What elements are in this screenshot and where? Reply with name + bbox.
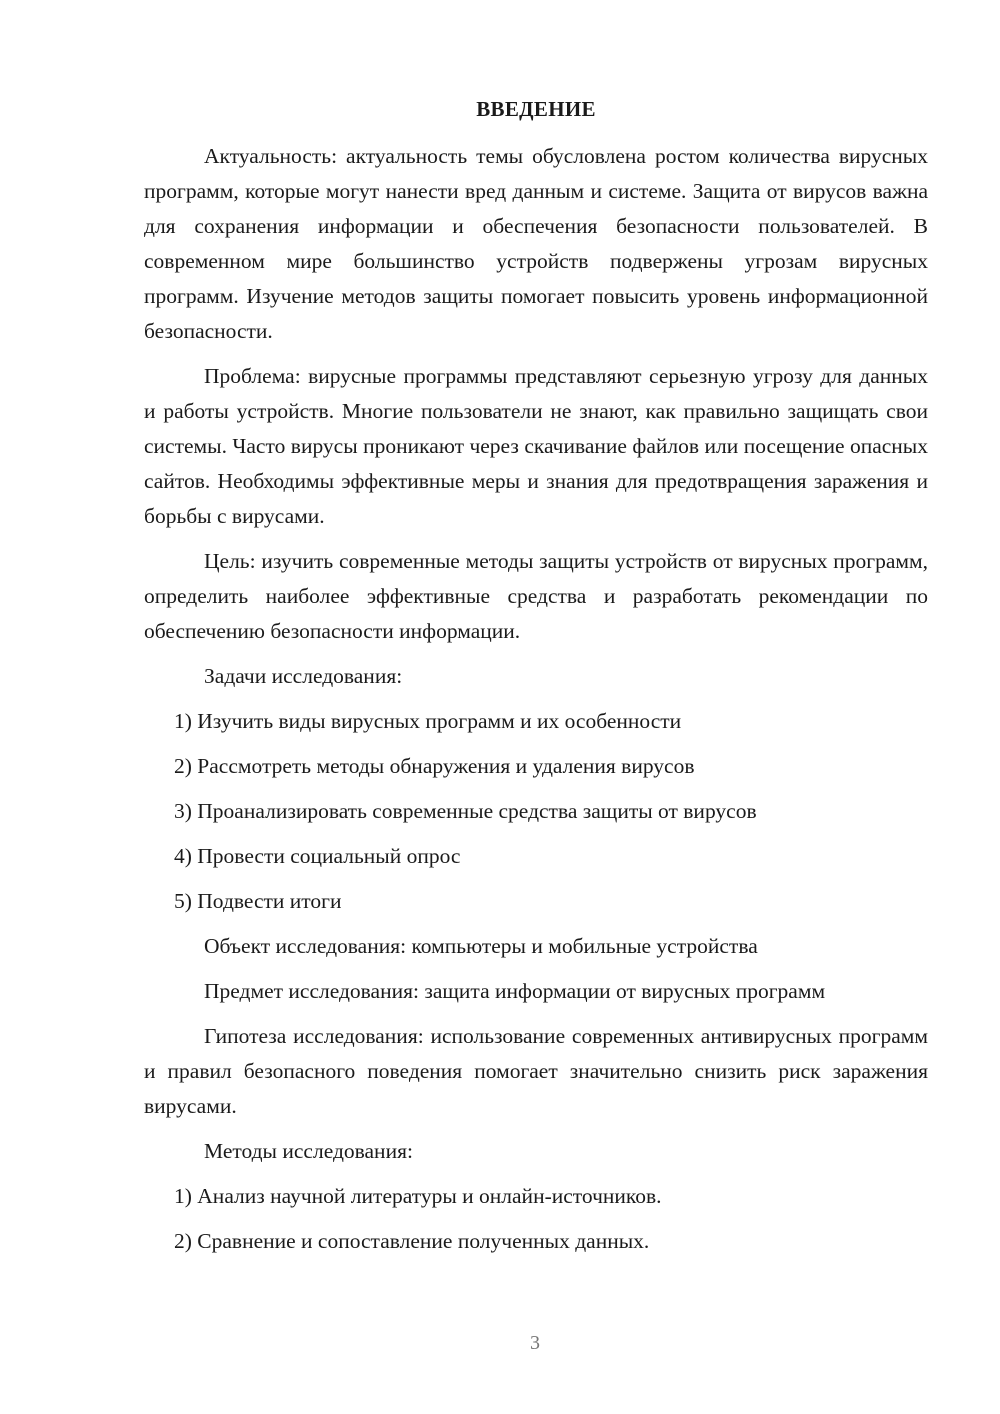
research-subject: Предмет исследования: защита информации от вирусных программ [204, 979, 826, 1003]
hypothesis-paragraph: Гипотеза исследования: использование современных антивирусных программ и правил безопасного поведения помогает значительно снизить риск заражения вирусами. [144, 1024, 928, 1118]
document-title: ВВЕДЕНИЕ [476, 97, 596, 121]
relevance-paragraph: Актуальность: актуальность темы обусловлена ростом количества вирусных программ, которые могут нанести вред данным и системе. Защита от вирусов важна для сохранения информации и обеспечения безопасности пользователей. В современном мире большинство устройств подвержены угрозам вирусных программ. Изучение методов защиты помогает повысить уровень информационной безопасности. [144, 144, 928, 343]
task-item: 4) Провести социальный опрос [174, 844, 461, 868]
task-item: 1) Изучить виды вирусных программ и их особенности [174, 709, 682, 733]
task-item: 3) Проанализировать современные средства защиты от вирусов [174, 799, 757, 823]
task-item: 5) Подвести итоги [174, 889, 342, 913]
goal-paragraph: Цель: изучить современные методы защиты устройств от вирусных программ, определить наиболее эффективные средства и разработать рекомендации по обеспечению безопасности информации. [144, 549, 928, 643]
methods-heading: Методы исследования: [204, 1139, 413, 1163]
problem-paragraph: Проблема: вирусные программы представляют серьезную угрозу для данных и работы устройств. Многие пользователи не знают, как правильно защищать свои системы. Часто вирусы проникают через скачивание файлов или посещение опасных сайтов. Необходимы эффективные меры и знания для предотвращения заражения и борьбы с вирусами. [144, 364, 928, 528]
research-object: Объект исследования: компьютеры и мобильные устройства [204, 934, 758, 958]
document-page [144, 92, 928, 1269]
task-item: 2) Рассмотреть методы обнаружения и удаления вирусов [174, 754, 695, 778]
method-item: 2) Сравнение и сопоставление полученных данных. [174, 1229, 650, 1253]
page-number: 3 [530, 1332, 540, 1354]
tasks-heading: Задачи исследования: [204, 664, 403, 688]
method-item: 1) Анализ научной литературы и онлайн-источников. [174, 1184, 662, 1208]
